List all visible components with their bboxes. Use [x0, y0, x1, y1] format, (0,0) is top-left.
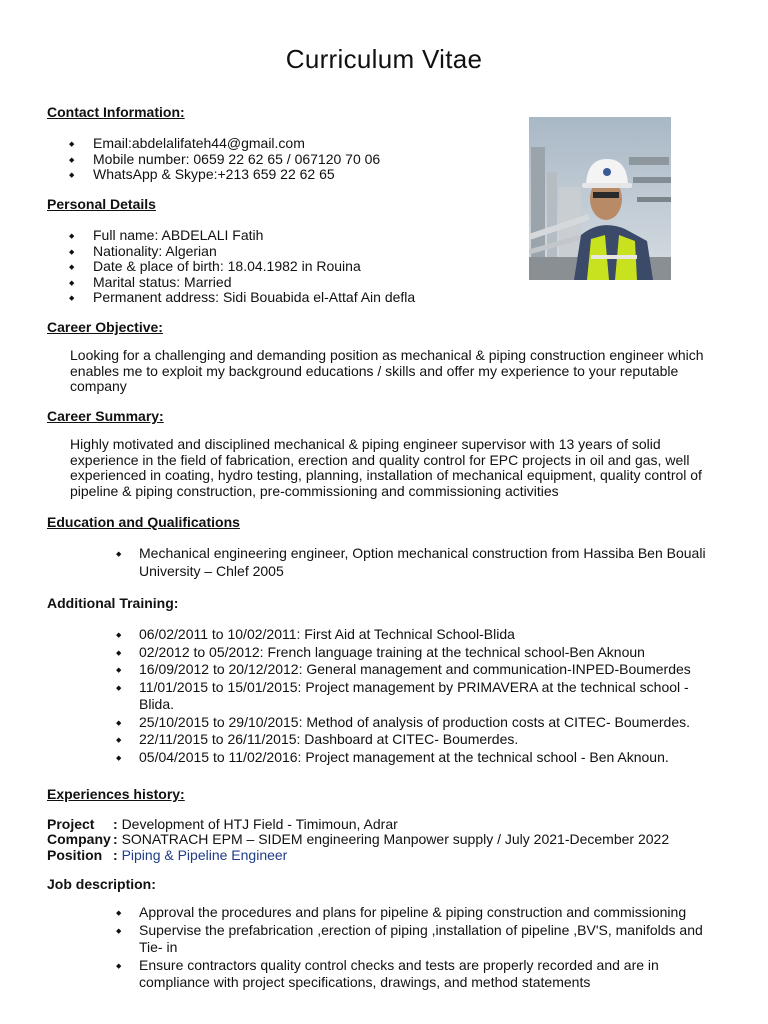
education-list [47, 545, 717, 580]
list-item: ◆ 05/04/2015 to 11/02/2016: Project management at the technical school - Ben Aknoun. [47, 749, 717, 767]
job-heading: Job description: [47, 876, 156, 892]
list-item: ◆ 25/10/2015 to 29/10/2015: Method of analysis of production costs at CITEC- Boumerdes. [47, 714, 717, 732]
list-item: ◆ Nationality: Algerian [47, 244, 415, 260]
position-row [47, 848, 287, 864]
separator: : [113, 831, 118, 847]
list-item: ◆ Full name: ABDELALI Fatih [47, 228, 415, 244]
profile-photo [529, 117, 671, 280]
project-label: Project [47, 816, 95, 832]
list-item: ◆ WhatsApp & Skype:+213 659 22 62 65 [47, 167, 380, 183]
training-heading: Additional Training: [47, 595, 179, 611]
objective-text: Looking for a challenging and demanding position as mechanical & piping construction engineer which enables me to exploit my background educations / skills and offer my experience to your reputable company [70, 347, 704, 394]
education-heading: Education and Qualifications [47, 514, 240, 530]
contact-list [47, 136, 380, 183]
contact-heading: Contact Information: [47, 104, 185, 120]
list-item: ◆ 16/09/2012 to 20/12/2012: General management and communication-INPED-Boumerdes [47, 661, 717, 679]
experience-heading: Experiences history: [47, 786, 185, 802]
list-item: ◆ Email:abdelalifateh44@gmail.com [47, 136, 380, 152]
list-item: ◆ Supervise the prefabrication ,erection of piping ,installation of pipeline ,BV'S, manifolds and Tie- in [47, 922, 717, 957]
company-row [47, 832, 669, 848]
list-item: ◆ 11/01/2015 to 15/01/2015: Project management by PRIMAVERA at the technical school - Blida. [47, 679, 717, 714]
list-item: ◆ 02/2012 to 05/2012: French language training at the technical school-Ben Aknoun [47, 644, 717, 662]
list-item: ◆ Mobile number: 0659 22 62 65 / 067120 70 06 [47, 152, 380, 168]
list-item: ◆ 06/02/2011 to 10/02/2011: First Aid at Technical School-Blida [47, 626, 717, 644]
objective-heading: Career Objective: [47, 319, 163, 335]
list-item: ◆ Date & place of birth: 18.04.1982 in Rouina [47, 259, 415, 275]
list-item: ◆ Marital status: Married [47, 275, 415, 291]
list-item: ◆ Permanent address: Sidi Bouabida el-Attaf Ain defla [47, 290, 415, 306]
separator: : [113, 847, 118, 863]
personal-heading: Personal Details [47, 196, 156, 212]
position-label: Position [47, 847, 103, 863]
page-title: Curriculum Vitae [285, 44, 483, 74]
summary-heading: Career Summary: [47, 408, 164, 424]
job-list [47, 904, 717, 992]
separator: : [113, 816, 118, 832]
project-value: Development of HTJ Field - Timimoun, Adrar [121, 816, 398, 832]
summary-text: Highly motivated and disciplined mechanical & piping engineer supervisor with 13 years of solid experience in the field of fabrication, erection and quality control for EPC projects in oil and gas, well experienced in coating, hydro testing, planning, installation of mechanical equipment, quality control of pipeline & piping construction, pre-commissioning and commissioning activities [70, 436, 702, 499]
company-value: SONATRACH EPM – SIDEM engineering Manpower supply / July 2021-December 2022 [121, 831, 670, 847]
company-label: Company [47, 831, 111, 847]
personal-list [47, 228, 415, 306]
list-item: ◆ Mechanical engineering engineer, Option mechanical construction from Hassiba Ben Bouali University – Chlef 2005 [47, 545, 717, 580]
list-item: ◆ Ensure contractors quality control checks and tests are properly recorded and are in compliance with project specifications, drawings, and method statements [47, 957, 717, 992]
position-value: Piping & Pipeline Engineer [121, 847, 288, 863]
list-item: ◆ 22/11/2015 to 26/11/2015: Dashboard at CITEC- Boumerdes. [47, 731, 717, 749]
list-item: ◆ Approval the procedures and plans for pipeline & piping construction and commissioning [47, 904, 717, 922]
training-list [47, 626, 717, 766]
